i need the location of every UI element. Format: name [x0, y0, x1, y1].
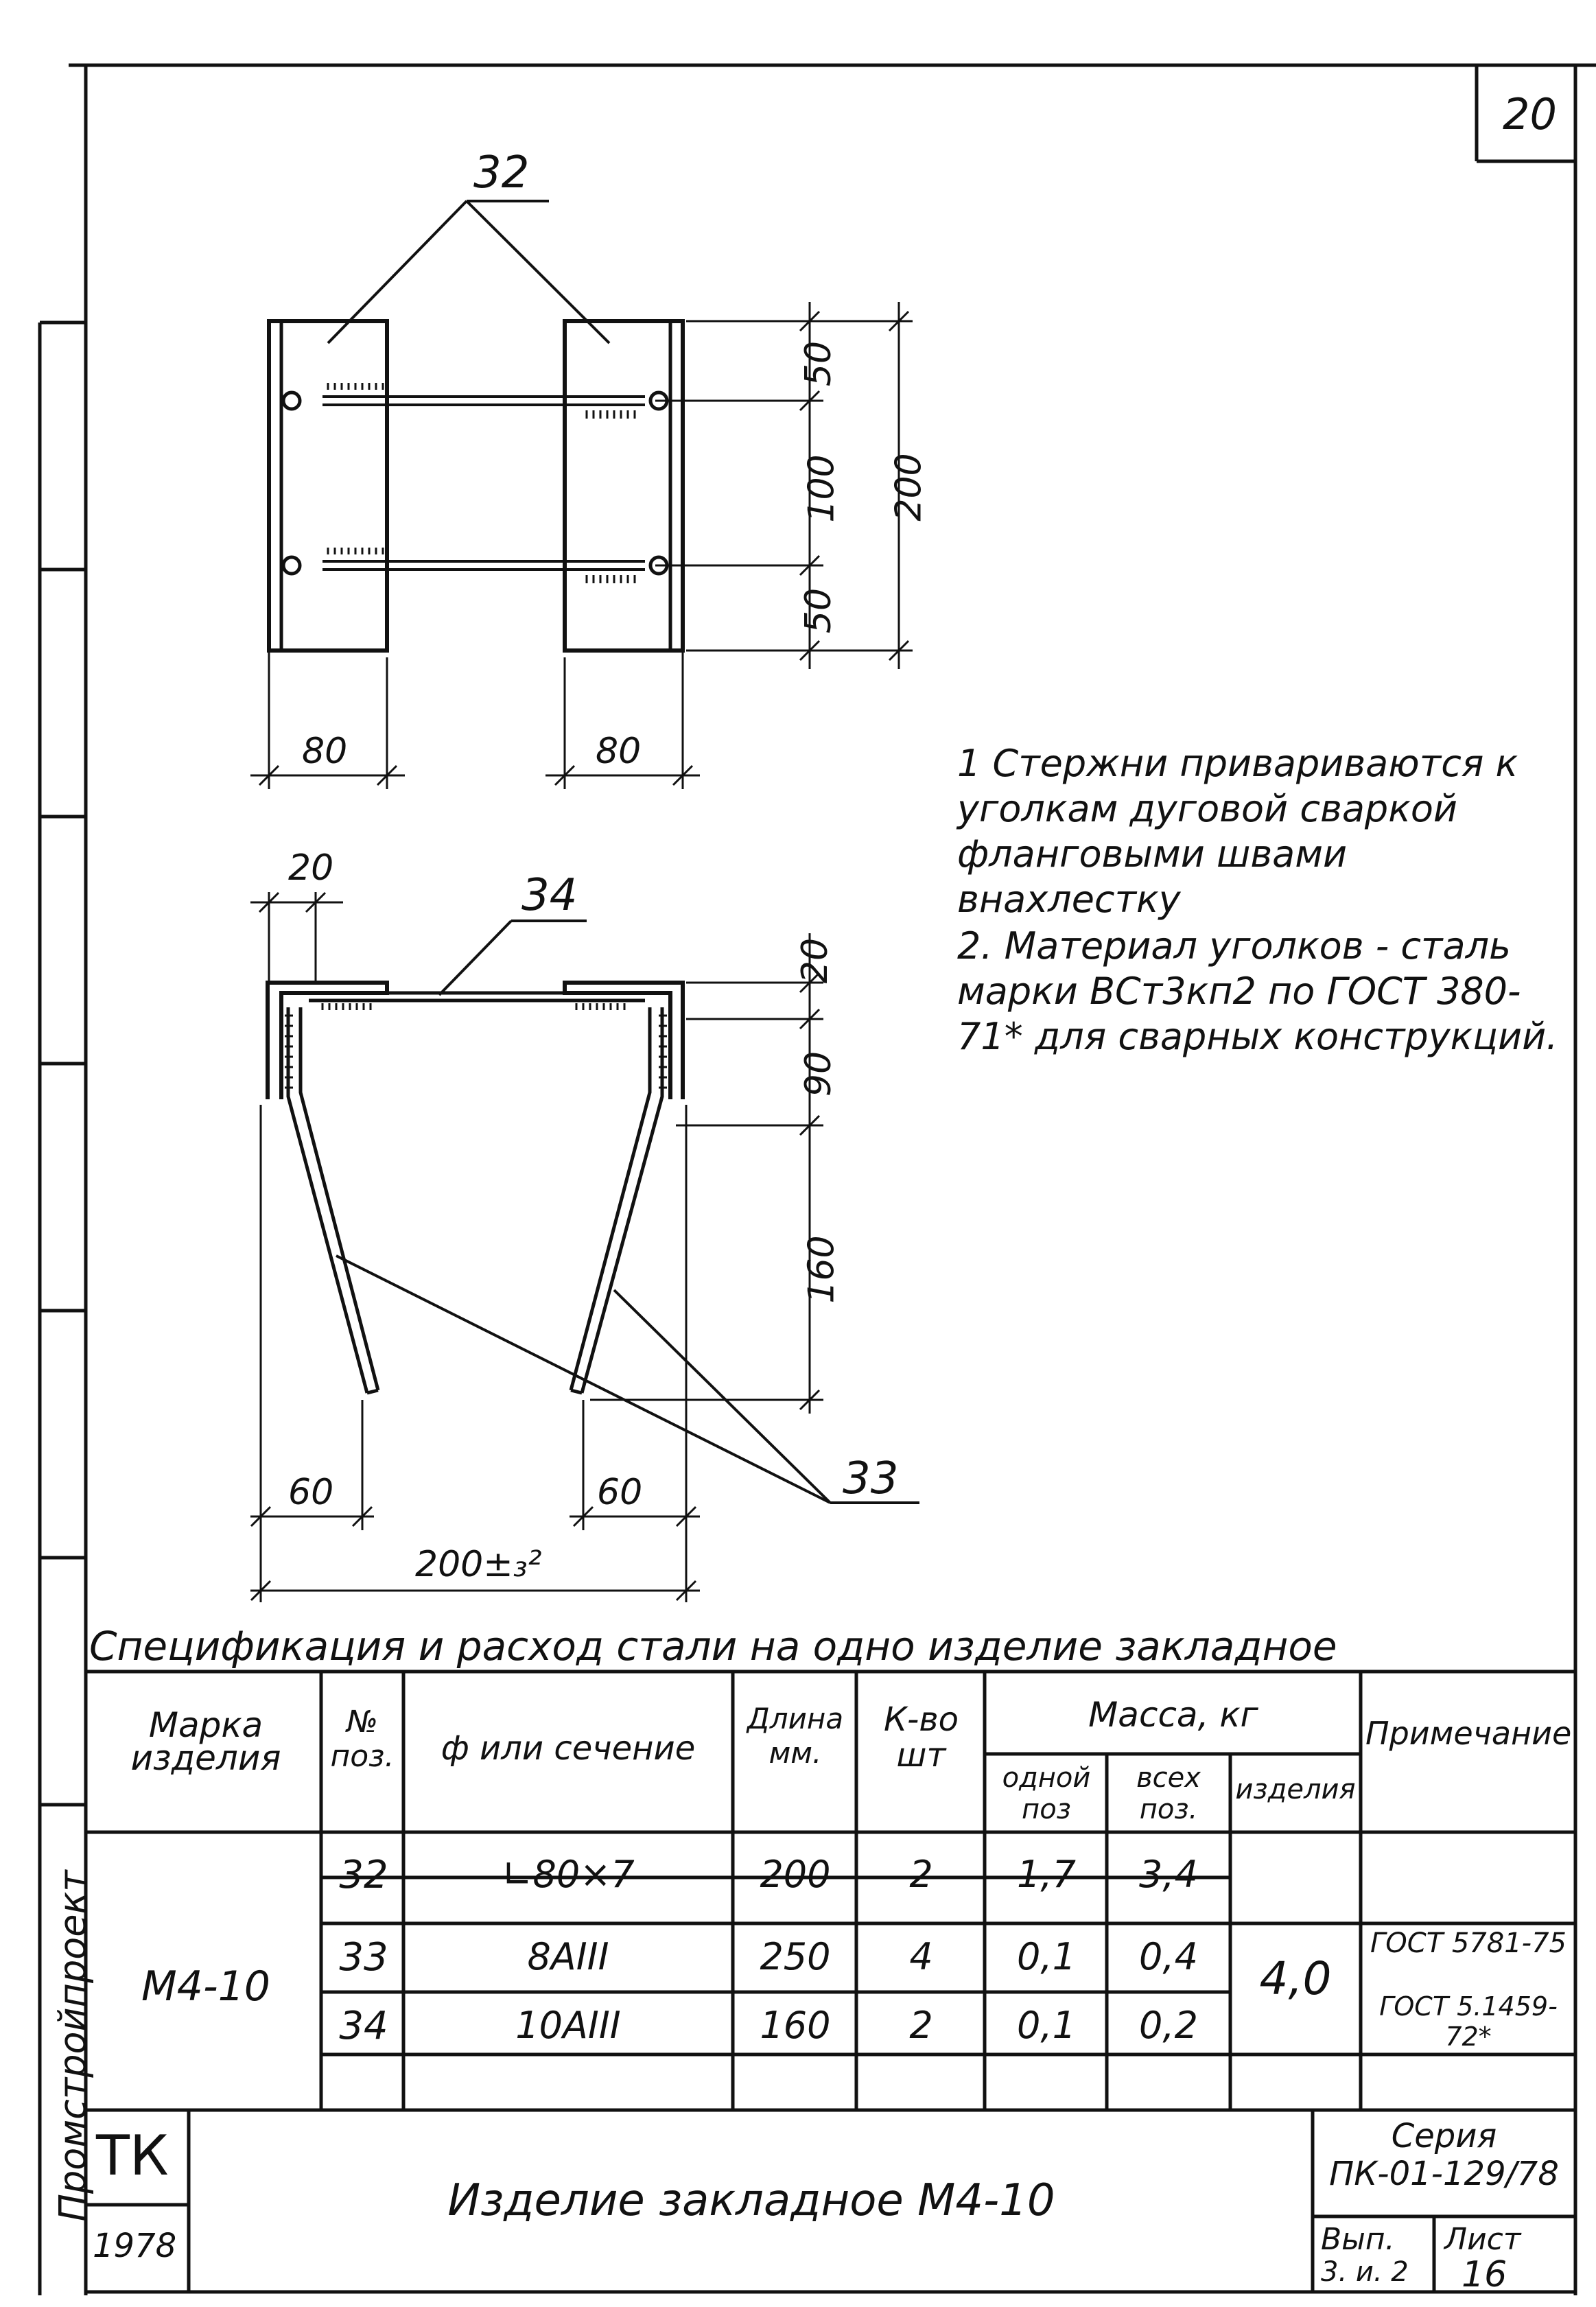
header-mass: Масса, кг	[1088, 1695, 1258, 1735]
header-mass-item: изделия	[1235, 1774, 1356, 1805]
cell-qty: 4	[909, 1935, 933, 1978]
cell-length: 250	[760, 1935, 831, 1978]
cell-section: 10АIII	[515, 2004, 621, 2047]
cell-note: ГОСТ 5781-75	[1370, 1928, 1566, 1959]
header-length: Длина мм.	[747, 1702, 844, 1770]
callout-32: 32	[473, 148, 530, 198]
note-2: 2. Материал уголков - сталь марки ВСт3кп2 по ГОСТ 380-71* для сварных конструкций.	[957, 924, 1558, 1058]
header-pos: № поз.	[330, 1705, 395, 1774]
cell-pos: 33	[339, 1935, 388, 1980]
dim-90: 90	[798, 1051, 840, 1097]
sheet-number: 20	[1503, 89, 1557, 139]
dim-160: 160	[801, 1235, 843, 1304]
dim-50-top: 50	[798, 340, 840, 387]
callout-33: 33	[843, 1453, 899, 1504]
dim-60-left: 60	[288, 1472, 334, 1513]
side-stamp-org: Промстройпроект	[51, 1870, 95, 2222]
dim-80-right: 80	[596, 731, 642, 772]
sheet-index: 16	[1462, 2254, 1507, 2295]
cell-mass-all: 0,4	[1139, 1935, 1198, 1978]
dim-80-left: 80	[302, 731, 348, 772]
spec-title: Спецификация и расход стали на одно изделие закладное	[89, 1623, 1337, 1670]
cell-mass-one: 0,1	[1017, 1935, 1076, 1978]
cell-section: 8АIII	[527, 1935, 609, 1978]
year: 1978	[93, 2227, 177, 2265]
cell-note: ГОСТ 5.1459-72*	[1379, 1991, 1558, 2052]
issue-label: Вып.	[1321, 2222, 1395, 2257]
cell-qty: 2	[909, 2004, 933, 2047]
header-mass-all: всех поз.	[1136, 1762, 1201, 1825]
cell-length: 160	[760, 2004, 831, 2047]
cell-length: 200	[760, 1853, 831, 1896]
header-section: ф или сечение	[441, 1729, 696, 1768]
cell-section: ∟80×7	[502, 1853, 635, 1896]
dim-60-right: 60	[597, 1472, 643, 1513]
dim-20-right: 20	[795, 937, 836, 984]
dim-20-top: 20	[288, 847, 334, 889]
issue-number: 3. и. 2	[1321, 2256, 1409, 2288]
header-qty: К-во шт	[883, 1700, 959, 1775]
cell-qty: 2	[909, 1853, 933, 1896]
series-number: ПК-01-129/78	[1329, 2155, 1559, 2193]
sheet-label: Лист	[1444, 2222, 1521, 2257]
dim-200-tolerance: 200±₃²	[415, 1544, 542, 1585]
header-mark: Марка изделия	[130, 1705, 281, 1778]
dim-100: 100	[801, 454, 843, 523]
cell-mark: М4-10	[141, 1963, 270, 2011]
note-1: 1 Стержни привариваются к уголкам дуговой сваркой фланговыми швами внахлестку	[957, 742, 1518, 921]
cell-item-mass: 4,0	[1259, 1952, 1332, 2005]
cell-pos: 34	[339, 2004, 388, 2048]
callout-34: 34	[521, 870, 578, 921]
cell-mass-all: 0,2	[1139, 2004, 1198, 2047]
dim-200: 200	[888, 453, 930, 522]
drawing-title: Изделие закладное М4-10	[447, 2175, 1055, 2226]
cell-mass-all: 3,4	[1139, 1853, 1198, 1896]
header-mass-one: одной поз	[1002, 1762, 1091, 1825]
cell-mass-one: 1,7	[1017, 1853, 1076, 1896]
cell-mass-one: 0,1	[1017, 2004, 1076, 2047]
cell-pos: 32	[339, 1853, 388, 1897]
header-note: Примечание	[1365, 1715, 1572, 1752]
series-label: Серия	[1391, 2117, 1497, 2155]
dim-50-bottom: 50	[798, 587, 840, 634]
org-code: ТК	[96, 2124, 169, 2188]
